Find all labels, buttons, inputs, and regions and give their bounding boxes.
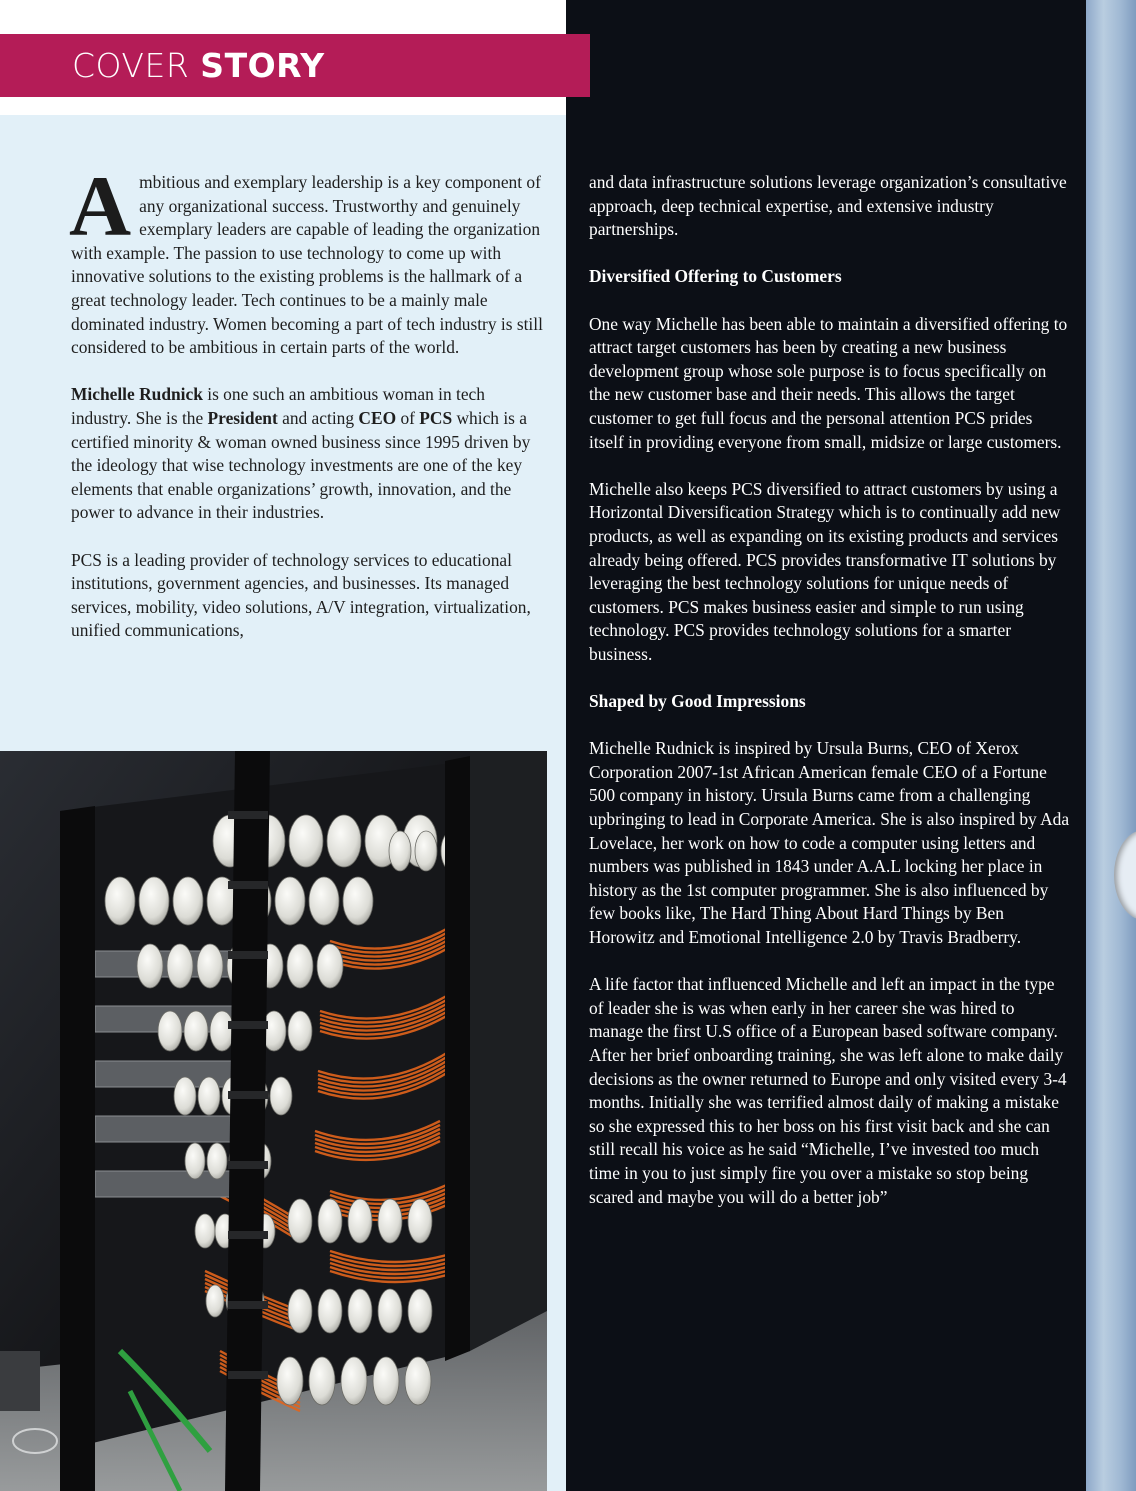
cable-hook	[228, 1091, 268, 1099]
access-point	[105, 877, 135, 925]
access-point	[139, 877, 169, 925]
top-margin	[0, 0, 566, 34]
rack-post-right	[445, 756, 470, 1361]
foreground-equipment	[0, 1351, 40, 1411]
cover-photo-edge	[1086, 0, 1136, 1491]
company-name: PCS	[419, 407, 453, 428]
impressions-paragraph-2: A life factor that influenced Michelle and left an impact in the type of leader she is was when early in her career she was hired to manage the first U.S office of a European based software company. After her brief onboarding training, she was left alone to make daily decisions as the owner returned to Europe and only visited every 3-4 months. Initially she was terrified almost daily of making a mistake so she expressed this to her boss on his first visit back and she can still recall his voice as he said “Michelle, I’ve invested too much time in you to just simply fire you over a mistake so stop being scared and maybe you will do a better job”	[589, 974, 1067, 1207]
cable-hook	[228, 1021, 268, 1029]
server-rack-illustration	[0, 751, 547, 1491]
access-point	[309, 877, 339, 925]
profile-text-4: which is a certified minority & woman owned business since 1995 driven by the ideology that wise technology investments are one of the key elements that enable organizations’ growth, innovation, and the power to advance in their industries.	[71, 407, 531, 523]
access-point	[207, 1143, 227, 1179]
access-point	[415, 831, 437, 871]
intro-text: mbitious and exemplary leadership is a key component of any organizational success. Trustworthy and genuinely exemplary leaders are capable of leading the organization with example. The passion to use technology to come up with innovative solutions to the existing problems is the hallmark of a great technology leader. Tech continues to be a mainly male dominated industry. Women becoming a part of tech industry is still considered to be ambitious in certain parts of the world.	[71, 172, 543, 358]
access-point	[288, 1011, 312, 1051]
access-point	[288, 1199, 312, 1243]
cover-photo-detail	[1114, 830, 1136, 920]
access-point	[289, 815, 323, 867]
access-point	[318, 1199, 342, 1243]
diversified-paragraph-2: Michelle also keeps PCS diversified to attract customers by using a Horizontal Diversification Strategy which is to continually add new products, as well as expanding on its existing products and services already being offered. PCS provides transformative IT solutions by leveraging the best technology solutions for unique needs of customers. PCS makes business easier and simple to run using technology. PCS provides technology solutions for a smarter business.	[589, 478, 1061, 664]
access-point	[317, 944, 343, 988]
drop-cap: A	[69, 158, 132, 254]
cable-hook	[228, 1371, 268, 1379]
access-point	[378, 1289, 402, 1333]
access-point	[174, 1077, 196, 1115]
access-point	[185, 1143, 205, 1179]
company-paragraph: PCS is a leading provider of technology services to educational institutions, government agencies, and businesses. Its managed services, mobility, video solutions, A/V integration, virtualization, unified communications,	[71, 549, 531, 641]
access-point	[277, 1357, 303, 1405]
access-point	[408, 1199, 432, 1243]
access-point	[327, 815, 361, 867]
access-point	[275, 877, 305, 925]
access-point	[348, 1199, 372, 1243]
access-point	[341, 1357, 367, 1405]
cable-hook	[228, 1231, 268, 1239]
profile-text-3: of	[396, 407, 420, 428]
access-point	[197, 944, 223, 988]
cable-hook	[228, 1161, 268, 1169]
title-ceo: CEO	[358, 407, 397, 428]
access-point	[270, 1077, 292, 1115]
access-point	[373, 1357, 399, 1405]
intro-paragraph	[69, 158, 549, 360]
access-point	[210, 1011, 234, 1051]
profile-paragraph	[71, 383, 549, 525]
title-president: President	[207, 407, 278, 428]
profile-text-2: and acting	[277, 407, 359, 428]
subheading-impressions: Shaped by Good Impressions	[589, 691, 806, 712]
left-column	[69, 158, 549, 666]
access-point	[167, 944, 193, 988]
person-name: Michelle Rudnick	[71, 384, 203, 405]
diversified-paragraph-1: One way Michelle has been able to maintain a diversified offering to attract target customers has been by creating a new business development group whose sole purpose is to focus specifically on the new customer base and their needs. This allows the target customer to get full focus and the personal attention PCS prides itself in providing everyone from small, midsize or large customers.	[589, 313, 1068, 452]
access-point	[348, 1289, 372, 1333]
access-point	[389, 831, 411, 871]
section-title-light: COVER	[72, 46, 190, 85]
cable-hook	[228, 881, 268, 889]
access-point	[309, 1357, 335, 1405]
access-point	[184, 1011, 208, 1051]
section-banner	[0, 34, 590, 97]
profile-text-1: is one such an ambitious woman in tech industry. She is the	[71, 384, 485, 428]
access-point	[173, 877, 203, 925]
server-rack-photo	[0, 751, 547, 1491]
section-title-bold: STORY	[200, 46, 325, 85]
access-point	[158, 1011, 182, 1051]
right-column	[589, 171, 1071, 1233]
access-point	[195, 1214, 215, 1248]
network-switch	[95, 1116, 235, 1142]
adjacent-rack	[470, 751, 547, 1351]
access-point	[318, 1289, 342, 1333]
subheading-diversified: Diversified Offering to Customers	[589, 266, 842, 287]
impressions-paragraph-1: Michelle Rudnick is inspired by Ursula Burns, CEO of Xerox Corporation 2007-1st African American female CEO of a Fortune 500 company in history. Ursula Burns came from a challenging upbringing to lead in Corporate America. She is also inspired by Ada Lovelace, her work on how to code a computer using letters and numbers was published in 1843 under A.A.L locking her place in history as the 1st computer programmer. She is also influenced by few books like, The Hard Thing About Hard Things by Ben Horowitz and Emotional Intelligence 2.0 by Travis Bradberry.	[589, 738, 1070, 947]
access-point	[137, 944, 163, 988]
cable-hook	[228, 811, 268, 819]
access-point	[206, 1285, 224, 1317]
access-point	[378, 1199, 402, 1243]
access-point	[198, 1077, 220, 1115]
access-point	[405, 1357, 431, 1405]
cable-hook	[228, 1301, 268, 1309]
section-title	[72, 46, 325, 86]
continuation-paragraph: and data infrastructure solutions leverage organization’s consultative approach, deep technical expertise, and extensive industry partnerships.	[589, 172, 1067, 240]
cable-hook	[228, 951, 268, 959]
access-point	[343, 877, 373, 925]
rack-post-left	[60, 806, 95, 1491]
access-point	[287, 944, 313, 988]
access-point	[408, 1289, 432, 1333]
access-point	[288, 1289, 312, 1333]
